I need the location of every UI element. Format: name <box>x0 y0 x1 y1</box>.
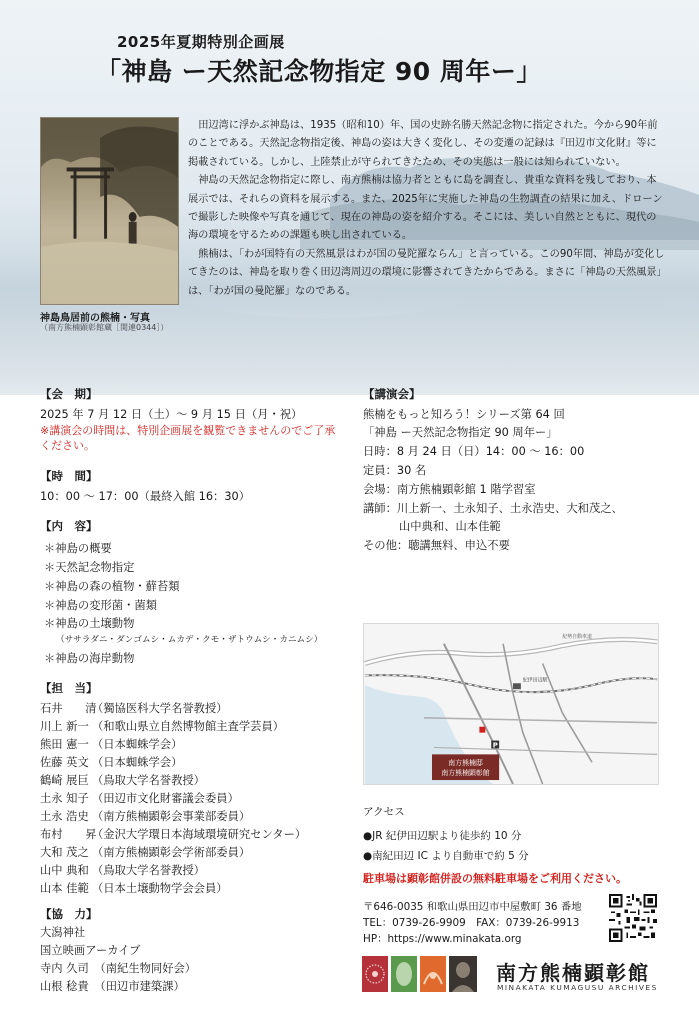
contact-address: 〒646-0035 和歌山県田辺市中屋敷町 36 番地 <box>363 901 582 913</box>
contact-homepage[interactable]: HP：https://www.minakata.org <box>363 933 522 945</box>
map-road-label: 紀勢自動車道 <box>562 633 592 640</box>
lecture-speakers: 講師：川上新一、土永知子、土永浩史、大和茂之、 <box>363 502 623 515</box>
staff-name: 山中 典和 <box>40 864 89 877</box>
staff-row <box>40 718 284 734</box>
staff-role: （南方熊楠顕彰会学術部委員） <box>92 846 251 859</box>
parking-note: 駐車場は顕彰館併設の無料駐車場をご利用ください。 <box>363 872 627 885</box>
intro-paragraph: 田辺湾に浮かぶ神島は、1935（昭和10）年、国の史跡名勝天然記念物に指定された。今から90年前のことである。天然記念物指定後、神島の姿は大きく変化し、その変遷の記録は『田辺市文化財』等に掲載されている。しかし、上陸禁止が守られてきたため、その実態は一般には知られていない。 <box>188 120 658 168</box>
lecture-title: 「神島 ー天然記念物指定 90 周年ー」 <box>363 426 558 439</box>
staff-name: 石井 清 <box>40 702 97 715</box>
staff-role: （日本蜘蛛学会） <box>92 738 183 751</box>
lecture-capacity: 定員：30 名 <box>363 464 427 477</box>
contents-heading: 【内 容】 <box>40 519 98 533</box>
staff-name: 大和 茂之 <box>40 846 89 859</box>
staff-role: （金沢大学環日本海域環境研究センター） <box>92 828 307 841</box>
staff-name: 佐藤 英文 <box>40 756 89 769</box>
staff-row <box>40 772 205 788</box>
logo-graphic <box>362 954 477 994</box>
cooperation-row: 国立映画アーカイブ <box>40 944 141 957</box>
staff-row <box>40 826 306 842</box>
staff-role: （獨協医科大学名誉教授） <box>92 702 228 715</box>
staff-name: 山本 佳範 <box>40 882 89 895</box>
lecture-other: その他：聴講無料、申込不要 <box>363 539 510 552</box>
map-label-archives: 南方熊楠顕彰館 <box>441 769 490 778</box>
photo-caption: 神島鳥居前の熊楠・写真 <box>40 313 150 324</box>
map-label-residence: 南方熊楠邸 <box>448 759 483 768</box>
access-line: ●JR 紀伊田辺駅より徒歩約 10 分 <box>363 830 522 842</box>
museum-name-jp: 南方熊楠顕彰館 <box>496 961 650 985</box>
qr-code[interactable] <box>609 894 657 942</box>
access-line: ●南紀田辺 IC より自動車で約 5 分 <box>363 850 529 862</box>
staff-name: 布村 昇 <box>40 828 97 841</box>
staff-role: （鳥取大学名誉教授） <box>92 774 205 787</box>
torii-photo-graphic <box>41 118 178 304</box>
staff-role: （日本土壌動物学会会員） <box>92 882 228 895</box>
staff-row <box>40 844 250 860</box>
qr-code-graphic <box>609 894 657 942</box>
hours-value: 10：00 ～ 17：00（最終入館 16：30） <box>40 490 250 503</box>
photo-credit: （南方熊楠顕彰館蔵［関連0344］） <box>40 323 169 332</box>
lecture-datetime: 日時：8 月 24 日（日）14：00 ～ 16：00 <box>363 445 585 458</box>
lecture-speakers-cont: 山中典和、山本佳範 <box>399 520 501 533</box>
cooperation-row: 山根 稔貴 （田辺市建築課） <box>40 980 185 993</box>
intro-paragraph: 熊楠は、「わが国特有の天然風景はわが国の曼陀羅ならん」と言っている。この90年間、神島が変化してきたのは、神島を取り巻く田辺湾周辺の環境に影響されてきたからである。まさに「神島の天然風景」は、「わが国の曼陀羅」なのである。 <box>188 248 665 297</box>
staff-role: （鳥取大学名誉教授） <box>92 864 205 877</box>
exhibition-subtitle: 2025年夏期特別企画展 <box>117 33 285 51</box>
contents-sub-note: （ササラダニ・ダンゴムシ・ムカデ・クモ・ザトウムシ・カニムシ） <box>56 635 323 645</box>
period-note: ※講演会の時間は、特別企画展を観覧できませんのでご了承ください。 <box>40 424 336 452</box>
staff-row <box>40 790 239 806</box>
period-heading: 【会 期】 <box>40 387 98 401</box>
contact-phone-fax: TEL：0739-26-9909 FAX：0739-26-9913 <box>363 917 580 929</box>
staff-name: 川上 新一 <box>40 720 89 733</box>
staff-role: （和歌山県立自然博物館主査学芸員） <box>92 720 285 733</box>
map-graphic <box>364 624 658 784</box>
lecture-venue: 会場：南方熊楠顕彰館 1 階学習室 <box>363 483 536 496</box>
staff-role: （日本蜘蛛学会） <box>92 756 183 769</box>
cooperation-heading: 【協 力】 <box>40 907 98 921</box>
map-parking-label: P <box>492 741 498 750</box>
staff-role: （南方熊楠顕彰会事業部委員） <box>92 810 251 823</box>
staff-row <box>40 808 250 824</box>
staff-row <box>40 700 228 716</box>
contents-item: ＊神島の土壌動物 <box>44 617 135 630</box>
staff-name: 鶴崎 展巨 <box>40 774 89 787</box>
contents-item: ＊天然記念物指定 <box>44 561 135 574</box>
staff-name: 熊田 憲一 <box>40 738 89 751</box>
historic-photo <box>40 117 179 305</box>
staff-row <box>40 862 205 878</box>
museum-logo-icons <box>362 954 477 994</box>
staff-name: 土永 浩史 <box>40 810 89 823</box>
museum-name-en: MINAKATA KUMAGUSU ARCHIVES <box>497 983 658 992</box>
cooperation-row: 大潟神社 <box>40 926 86 939</box>
exhibition-title: 「神島 ー天然記念物指定 90 周年ー」 <box>96 57 542 86</box>
lecture-series: 熊楠をもっと知ろう！シリーズ第 64 回 <box>363 408 565 421</box>
intro-paragraph: 神島の天然記念物指定に際し、南方熊楠は協力者とともに島を調査し、貴重な資料を残しており、本展示では、それらの資料を展示する。また、2025年に実施した神島の生物調査の結果に加え、ドローンで撮影した映像や写真を通じて、現在の神島の姿を紹介する。そこには、美しい自然とともに、現代の海の環境を守るための課題も映し出されている。 <box>188 175 663 242</box>
staff-role: （田辺市文化財審議会委員） <box>92 792 239 805</box>
contents-item: ＊神島の概要 <box>44 542 112 555</box>
staff-row <box>40 880 228 896</box>
period-dates: 2025 年 7 月 12 日（土）～ 9 月 15 日（月・祝） <box>40 408 303 421</box>
contents-item: ＊神島の海岸動物 <box>44 652 135 665</box>
cooperation-row: 寺内 久司 （南紀生物同好会） <box>40 962 197 975</box>
staff-name: 土永 知子 <box>40 792 89 805</box>
staff-row <box>40 754 182 770</box>
staff-heading: 【担 当】 <box>40 681 98 695</box>
intro-text <box>188 117 666 301</box>
contents-item: ＊神島の変形菌・菌類 <box>44 599 157 612</box>
staff-row <box>40 736 182 752</box>
access-map[interactable] <box>363 623 659 785</box>
access-heading: アクセス <box>363 806 405 818</box>
map-station-label: 紀伊田辺駅 <box>522 677 548 684</box>
contents-item: ＊神島の森の植物・蘚苔類 <box>44 580 180 593</box>
hours-heading: 【時 間】 <box>40 469 98 483</box>
lecture-heading: 【講演会】 <box>363 387 421 401</box>
